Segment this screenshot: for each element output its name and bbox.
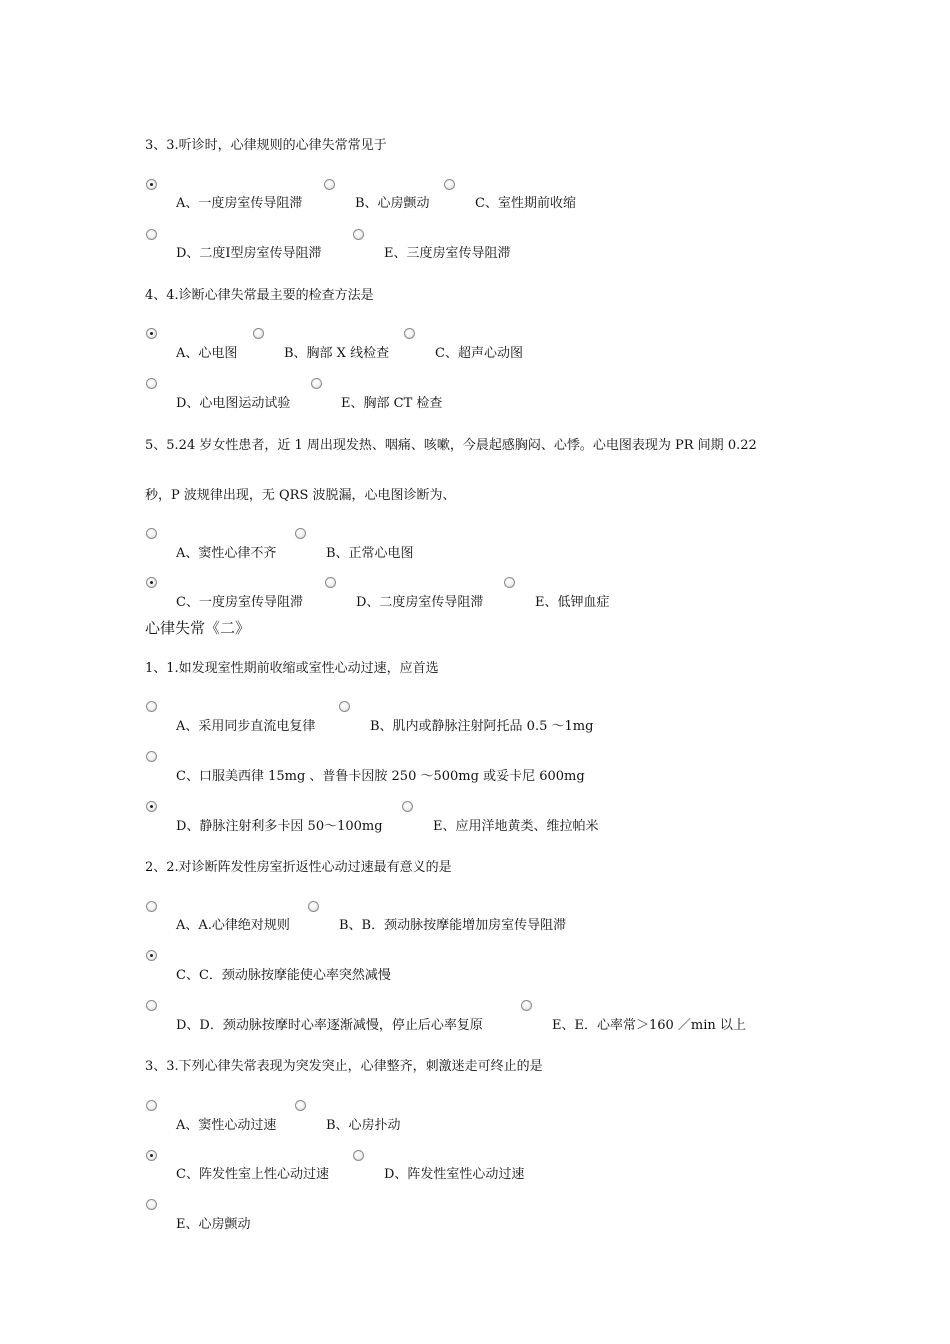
radio-option-b[interactable] <box>253 328 264 339</box>
option-label: C、一度房室传导阻滞 <box>176 595 303 610</box>
radio-option-b[interactable] <box>295 1100 306 1111</box>
option-label: D、静脉注射利多卡因 50～100mg <box>176 819 383 834</box>
question-text: 5、5.24 岁女性患者，近 1 周出现发热、咽痛、咳嗽，今晨起感胸闷、心悸。心电图表现为 PR 间期 0.22 <box>145 438 757 453</box>
option-label: B、正常心电图 <box>326 546 414 561</box>
radio-option-d[interactable] <box>146 801 157 812</box>
option-label: A、窦性心动过速 <box>176 1118 277 1133</box>
option-label: B、B．颈动脉按摩能增加房室传导阻滞 <box>339 918 567 933</box>
radio-option-c[interactable] <box>146 950 157 961</box>
option-label: E、E．心率常＞160 ／min 以上 <box>552 1018 746 1033</box>
radio-option-c[interactable] <box>404 328 415 339</box>
radio-option-e[interactable] <box>146 1199 157 1210</box>
option-label: D、D．颈动脉按摩时心率逐渐减慢，停止后心率复原 <box>176 1018 483 1033</box>
radio-option-a[interactable] <box>146 528 157 539</box>
radio-option-d[interactable] <box>146 1000 157 1011</box>
option-label: E、三度房室传导阻滞 <box>384 246 511 261</box>
option-label: A、一度房室传导阻滞 <box>176 196 303 211</box>
radio-option-c[interactable] <box>444 179 455 190</box>
option-label: D、阵发性室性心动过速 <box>384 1167 525 1182</box>
question-text: 1、1.如发现室性期前收缩或室性心动过速，应首选 <box>145 661 439 676</box>
radio-option-a[interactable] <box>146 328 157 339</box>
radio-option-e[interactable] <box>353 229 364 240</box>
radio-option-b[interactable] <box>295 528 306 539</box>
radio-option-a[interactable] <box>146 901 157 912</box>
option-label: C、C．颈动脉按摩能使心率突然减慢 <box>176 968 391 983</box>
option-label: A、采用同步直流电复律 <box>176 719 316 734</box>
option-label: E、心房颤动 <box>176 1217 251 1232</box>
radio-option-b[interactable] <box>324 179 335 190</box>
radio-option-d[interactable] <box>353 1150 364 1161</box>
section-heading: 心律失常《二》 <box>145 619 251 637</box>
option-label: A、窦性心律不齐 <box>176 546 277 561</box>
radio-option-e[interactable] <box>521 1000 532 1011</box>
question-text-continued: 秒，P 波规律出现，无 QRS 波脱漏，心电图诊断为、 <box>145 488 456 503</box>
radio-option-b[interactable] <box>308 901 319 912</box>
radio-option-c[interactable] <box>146 1150 157 1161</box>
option-label: B、心房颤动 <box>355 196 430 211</box>
option-label: E、低钾血症 <box>535 595 610 610</box>
radio-option-e[interactable] <box>402 801 413 812</box>
radio-option-a[interactable] <box>146 1100 157 1111</box>
radio-option-b[interactable] <box>339 701 350 712</box>
option-label: B、心房扑动 <box>326 1118 401 1133</box>
question-text: 3、3.听诊时，心律规则的心律失常常见于 <box>145 138 387 153</box>
question-text: 2、2.对诊断阵发性房室折返性心动过速最有意义的是 <box>145 860 452 875</box>
option-label: B、肌内或静脉注射阿托品 0.5 ～1mg <box>370 719 594 734</box>
option-label: D、二度Ⅰ型房室传导阻滞 <box>176 246 322 261</box>
option-label: A、心电图 <box>176 346 238 361</box>
option-label: C、室性期前收缩 <box>475 196 576 211</box>
radio-option-c[interactable] <box>146 751 157 762</box>
option-label: C、阵发性室上性心动过速 <box>176 1167 329 1182</box>
radio-option-d[interactable] <box>146 229 157 240</box>
option-label: E、应用洋地黄类、维拉帕米 <box>433 819 599 834</box>
option-label: B、胸部 X 线检查 <box>284 346 390 361</box>
question-text: 4、4.诊断心律失常最主要的检查方法是 <box>145 288 374 303</box>
radio-option-a[interactable] <box>146 701 157 712</box>
radio-option-d[interactable] <box>146 378 157 389</box>
radio-option-a[interactable] <box>146 179 157 190</box>
radio-option-c[interactable] <box>146 577 157 588</box>
radio-option-e[interactable] <box>311 378 322 389</box>
question-text: 3、3.下列心律失常表现为突发突止，心律整齐，刺激迷走可终止的是 <box>145 1059 543 1074</box>
radio-option-e[interactable] <box>504 577 515 588</box>
option-label: D、心电图运动试验 <box>176 396 291 411</box>
radio-option-d[interactable] <box>325 577 336 588</box>
option-label: A、A.心律绝对规则 <box>176 918 290 933</box>
option-label: C、口服美西律 15mg 、普鲁卡因胺 250 ～500mg 或妥卡尼 600mg <box>176 769 585 784</box>
option-label: C、超声心动图 <box>435 346 523 361</box>
option-label: D、二度房室传导阻滞 <box>356 595 484 610</box>
option-label: E、胸部 CT 检查 <box>341 396 443 411</box>
